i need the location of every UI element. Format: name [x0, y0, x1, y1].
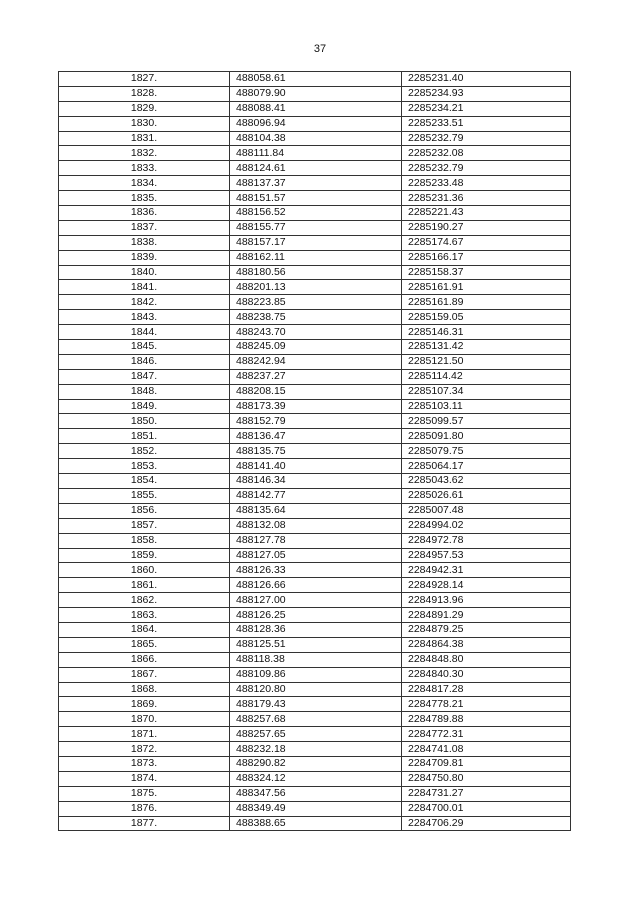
y-coordinate-cell: 2285174.67 [402, 235, 571, 250]
x-coordinate-cell: 488349.49 [230, 801, 402, 816]
point-number-cell: 1827. [59, 72, 230, 87]
point-number-cell: 1836. [59, 206, 230, 221]
table-row [59, 265, 571, 280]
table-row [59, 369, 571, 384]
x-coordinate-cell: 488136.47 [230, 429, 402, 444]
y-coordinate-cell: 2285231.40 [402, 72, 571, 87]
point-number-cell: 1831. [59, 131, 230, 146]
y-coordinate-cell: 2284700.01 [402, 801, 571, 816]
point-number-cell: 1839. [59, 250, 230, 265]
y-coordinate-cell: 2285007.48 [402, 503, 571, 518]
table-row [59, 191, 571, 206]
x-coordinate-cell: 488126.33 [230, 563, 402, 578]
x-coordinate-cell: 488126.66 [230, 578, 402, 593]
y-coordinate-cell: 2285158.37 [402, 265, 571, 280]
point-number-cell: 1847. [59, 369, 230, 384]
coordinate-table [58, 71, 571, 831]
point-number-cell: 1848. [59, 384, 230, 399]
point-number-cell: 1870. [59, 712, 230, 727]
table-row [59, 444, 571, 459]
y-coordinate-cell: 2285079.75 [402, 444, 571, 459]
x-coordinate-cell: 488324.12 [230, 771, 402, 786]
y-coordinate-cell: 2285233.48 [402, 176, 571, 191]
point-number-cell: 1856. [59, 503, 230, 518]
table-row [59, 608, 571, 623]
table-row [59, 816, 571, 831]
point-number-cell: 1867. [59, 667, 230, 682]
y-coordinate-cell: 2284731.27 [402, 786, 571, 801]
x-coordinate-cell: 488104.38 [230, 131, 402, 146]
point-number-cell: 1852. [59, 444, 230, 459]
x-coordinate-cell: 488127.78 [230, 533, 402, 548]
point-number-cell: 1850. [59, 414, 230, 429]
point-number-cell: 1876. [59, 801, 230, 816]
point-number-cell: 1838. [59, 235, 230, 250]
x-coordinate-cell: 488135.64 [230, 503, 402, 518]
coordinate-table-body [59, 72, 571, 831]
y-coordinate-cell: 2285099.57 [402, 414, 571, 429]
y-coordinate-cell: 2284772.31 [402, 727, 571, 742]
x-coordinate-cell: 488124.61 [230, 161, 402, 176]
x-coordinate-cell: 488141.40 [230, 459, 402, 474]
x-coordinate-cell: 488126.25 [230, 608, 402, 623]
point-number-cell: 1866. [59, 652, 230, 667]
x-coordinate-cell: 488128.36 [230, 622, 402, 637]
table-row [59, 295, 571, 310]
x-coordinate-cell: 488257.65 [230, 727, 402, 742]
table-row [59, 459, 571, 474]
table-row [59, 86, 571, 101]
point-number-cell: 1828. [59, 86, 230, 101]
table-row [59, 712, 571, 727]
y-coordinate-cell: 2284879.25 [402, 622, 571, 637]
x-coordinate-cell: 488223.85 [230, 295, 402, 310]
point-number-cell: 1857. [59, 518, 230, 533]
point-number-cell: 1830. [59, 116, 230, 131]
x-coordinate-cell: 488088.41 [230, 101, 402, 116]
x-coordinate-cell: 488388.65 [230, 816, 402, 831]
y-coordinate-cell: 2285231.36 [402, 191, 571, 206]
point-number-cell: 1843. [59, 310, 230, 325]
point-number-cell: 1833. [59, 161, 230, 176]
y-coordinate-cell: 2285221.43 [402, 206, 571, 221]
y-coordinate-cell: 2284817.28 [402, 682, 571, 697]
y-coordinate-cell: 2285161.91 [402, 280, 571, 295]
point-number-cell: 1862. [59, 593, 230, 608]
y-coordinate-cell: 2284750.80 [402, 771, 571, 786]
point-number-cell: 1832. [59, 146, 230, 161]
table-row [59, 354, 571, 369]
x-coordinate-cell: 488096.94 [230, 116, 402, 131]
table-row [59, 682, 571, 697]
x-coordinate-cell: 488162.11 [230, 250, 402, 265]
y-coordinate-cell: 2285232.79 [402, 131, 571, 146]
table-row [59, 727, 571, 742]
x-coordinate-cell: 488347.56 [230, 786, 402, 801]
y-coordinate-cell: 2284741.08 [402, 742, 571, 757]
y-coordinate-cell: 2285121.50 [402, 354, 571, 369]
y-coordinate-cell: 2285232.08 [402, 146, 571, 161]
y-coordinate-cell: 2284994.02 [402, 518, 571, 533]
table-row [59, 578, 571, 593]
table-row [59, 563, 571, 578]
x-coordinate-cell: 488079.90 [230, 86, 402, 101]
table-row [59, 310, 571, 325]
table-row [59, 250, 571, 265]
table-row [59, 429, 571, 444]
table-row [59, 637, 571, 652]
table-row [59, 518, 571, 533]
point-number-cell: 1840. [59, 265, 230, 280]
point-number-cell: 1858. [59, 533, 230, 548]
x-coordinate-cell: 488152.79 [230, 414, 402, 429]
y-coordinate-cell: 2284706.29 [402, 816, 571, 831]
table-row [59, 340, 571, 355]
y-coordinate-cell: 2284709.81 [402, 756, 571, 771]
point-number-cell: 1837. [59, 220, 230, 235]
table-row [59, 72, 571, 87]
x-coordinate-cell: 488125.51 [230, 637, 402, 652]
x-coordinate-cell: 488156.52 [230, 206, 402, 221]
point-number-cell: 1834. [59, 176, 230, 191]
x-coordinate-cell: 488146.34 [230, 474, 402, 489]
x-coordinate-cell: 488127.05 [230, 548, 402, 563]
point-number-cell: 1860. [59, 563, 230, 578]
y-coordinate-cell: 2285166.17 [402, 250, 571, 265]
x-coordinate-cell: 488173.39 [230, 399, 402, 414]
x-coordinate-cell: 488157.17 [230, 235, 402, 250]
y-coordinate-cell: 2285131.42 [402, 340, 571, 355]
point-number-cell: 1855. [59, 488, 230, 503]
point-number-cell: 1873. [59, 756, 230, 771]
point-number-cell: 1853. [59, 459, 230, 474]
page-number: 37 [313, 43, 327, 55]
y-coordinate-cell: 2285234.21 [402, 101, 571, 116]
y-coordinate-cell: 2284891.29 [402, 608, 571, 623]
y-coordinate-cell: 2285091.80 [402, 429, 571, 444]
table-row [59, 593, 571, 608]
x-coordinate-cell: 488135.75 [230, 444, 402, 459]
table-row [59, 801, 571, 816]
table-row [59, 101, 571, 116]
table-row [59, 176, 571, 191]
y-coordinate-cell: 2285232.79 [402, 161, 571, 176]
point-number-cell: 1841. [59, 280, 230, 295]
x-coordinate-cell: 488237.27 [230, 369, 402, 384]
point-number-cell: 1874. [59, 771, 230, 786]
point-number-cell: 1851. [59, 429, 230, 444]
y-coordinate-cell: 2284778.21 [402, 697, 571, 712]
table-row [59, 771, 571, 786]
table-row [59, 161, 571, 176]
y-coordinate-cell: 2284972.78 [402, 533, 571, 548]
table-row [59, 220, 571, 235]
table-row [59, 503, 571, 518]
table-row [59, 384, 571, 399]
table-row [59, 667, 571, 682]
x-coordinate-cell: 488232.18 [230, 742, 402, 757]
table-row [59, 399, 571, 414]
x-coordinate-cell: 488180.56 [230, 265, 402, 280]
x-coordinate-cell: 488118.38 [230, 652, 402, 667]
y-coordinate-cell: 2284840.30 [402, 667, 571, 682]
y-coordinate-cell: 2285234.93 [402, 86, 571, 101]
x-coordinate-cell: 488238.75 [230, 310, 402, 325]
table-row [59, 206, 571, 221]
y-coordinate-cell: 2285064.17 [402, 459, 571, 474]
x-coordinate-cell: 488208.15 [230, 384, 402, 399]
point-number-cell: 1844. [59, 325, 230, 340]
y-coordinate-cell: 2285161.89 [402, 295, 571, 310]
x-coordinate-cell: 488142.77 [230, 488, 402, 503]
x-coordinate-cell: 488245.09 [230, 340, 402, 355]
y-coordinate-cell: 2284864.38 [402, 637, 571, 652]
table-row [59, 235, 571, 250]
point-number-cell: 1868. [59, 682, 230, 697]
x-coordinate-cell: 488127.00 [230, 593, 402, 608]
y-coordinate-cell: 2285146.31 [402, 325, 571, 340]
y-coordinate-cell: 2284789.88 [402, 712, 571, 727]
table-row [59, 697, 571, 712]
point-number-cell: 1865. [59, 637, 230, 652]
table-row [59, 622, 571, 637]
table-row [59, 280, 571, 295]
point-number-cell: 1845. [59, 340, 230, 355]
table-row [59, 325, 571, 340]
y-coordinate-cell: 2285103.11 [402, 399, 571, 414]
x-coordinate-cell: 488242.94 [230, 354, 402, 369]
table-row [59, 131, 571, 146]
x-coordinate-cell: 488243.70 [230, 325, 402, 340]
point-number-cell: 1849. [59, 399, 230, 414]
y-coordinate-cell: 2284928.14 [402, 578, 571, 593]
y-coordinate-cell: 2285159.05 [402, 310, 571, 325]
y-coordinate-cell: 2285043.62 [402, 474, 571, 489]
y-coordinate-cell: 2284942.31 [402, 563, 571, 578]
point-number-cell: 1835. [59, 191, 230, 206]
y-coordinate-cell: 2285026.61 [402, 488, 571, 503]
x-coordinate-cell: 488137.37 [230, 176, 402, 191]
x-coordinate-cell: 488109.86 [230, 667, 402, 682]
x-coordinate-cell: 488290.82 [230, 756, 402, 771]
table-row [59, 116, 571, 131]
point-number-cell: 1859. [59, 548, 230, 563]
x-coordinate-cell: 488151.57 [230, 191, 402, 206]
point-number-cell: 1875. [59, 786, 230, 801]
point-number-cell: 1871. [59, 727, 230, 742]
table-row [59, 786, 571, 801]
point-number-cell: 1854. [59, 474, 230, 489]
point-number-cell: 1863. [59, 608, 230, 623]
x-coordinate-cell: 488132.08 [230, 518, 402, 533]
point-number-cell: 1861. [59, 578, 230, 593]
x-coordinate-cell: 488155.77 [230, 220, 402, 235]
y-coordinate-cell: 2285190.27 [402, 220, 571, 235]
point-number-cell: 1872. [59, 742, 230, 757]
table-row [59, 488, 571, 503]
y-coordinate-cell: 2285233.51 [402, 116, 571, 131]
x-coordinate-cell: 488120.80 [230, 682, 402, 697]
table-row [59, 756, 571, 771]
y-coordinate-cell: 2284848.80 [402, 652, 571, 667]
table-row [59, 742, 571, 757]
y-coordinate-cell: 2285114.42 [402, 369, 571, 384]
y-coordinate-cell: 2285107.34 [402, 384, 571, 399]
table-row [59, 533, 571, 548]
x-coordinate-cell: 488058.61 [230, 72, 402, 87]
table-row [59, 474, 571, 489]
point-number-cell: 1864. [59, 622, 230, 637]
y-coordinate-cell: 2284957.53 [402, 548, 571, 563]
table-row [59, 548, 571, 563]
x-coordinate-cell: 488257.68 [230, 712, 402, 727]
x-coordinate-cell: 488111.84 [230, 146, 402, 161]
point-number-cell: 1842. [59, 295, 230, 310]
point-number-cell: 1846. [59, 354, 230, 369]
x-coordinate-cell: 488201.13 [230, 280, 402, 295]
x-coordinate-cell: 488179.43 [230, 697, 402, 712]
y-coordinate-cell: 2284913.96 [402, 593, 571, 608]
point-number-cell: 1869. [59, 697, 230, 712]
table-row [59, 146, 571, 161]
point-number-cell: 1877. [59, 816, 230, 831]
point-number-cell: 1829. [59, 101, 230, 116]
table-row [59, 414, 571, 429]
table-row [59, 652, 571, 667]
